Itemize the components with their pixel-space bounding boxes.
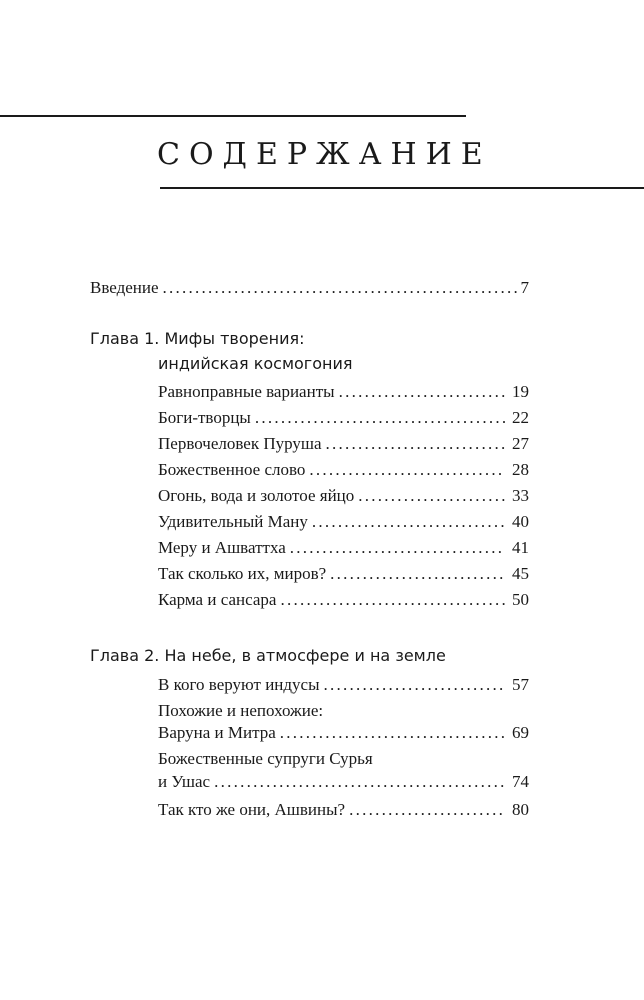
dot-leader	[163, 275, 517, 301]
toc-entry[interactable]	[158, 561, 529, 587]
toc-entry-page: 41	[512, 538, 529, 557]
toc-entry-label: Огонь, вода и золотое яйцо	[158, 486, 355, 505]
toc-entry-page: 45	[512, 564, 529, 583]
toc-entry[interactable]	[158, 405, 529, 431]
toc-entry[interactable]	[158, 797, 529, 823]
toc-entry-page: 33	[512, 486, 529, 505]
toc-entry[interactable]	[158, 587, 529, 613]
dot-leader	[339, 379, 505, 405]
toc-entry-page: 27	[512, 434, 529, 453]
dot-leader	[280, 587, 505, 613]
toc-entry[interactable]	[158, 720, 529, 746]
toc-entry-page: 69	[512, 723, 529, 742]
toc-entry-page: 74	[512, 772, 529, 791]
toc-entry[interactable]	[158, 672, 529, 698]
dot-leader	[326, 431, 505, 457]
chapter-1-heading-line-2[interactable]: индийская космогония	[158, 354, 353, 373]
dot-leader	[349, 797, 505, 823]
toc-entry-label: Варуна и Митра	[158, 723, 276, 742]
dot-leader	[309, 457, 505, 483]
toc-entry-label: Первочеловек Пуруша	[158, 434, 322, 453]
toc-entry-page: 7	[520, 278, 529, 297]
toc-entry-intro[interactable]	[90, 275, 529, 301]
dot-leader	[358, 483, 505, 509]
toc-entry-label: Божественное слово	[158, 460, 306, 479]
toc-entry-label: Равноправные варианты	[158, 382, 335, 401]
toc-entry-label: Так сколько их, миров?	[158, 564, 327, 583]
toc-entry-label: Меру и Ашваттха	[158, 538, 286, 557]
toc-entry[interactable]	[158, 431, 529, 457]
toc-entry-label: Введение	[90, 278, 159, 297]
toc-entry-page: 80	[512, 800, 529, 819]
toc-entry-label: и Ушас	[158, 772, 211, 791]
toc-entry[interactable]	[158, 535, 529, 561]
toc-entry[interactable]	[158, 379, 529, 405]
toc-entry-page: 19	[512, 382, 529, 401]
dot-leader	[280, 720, 505, 746]
toc-entry[interactable]	[158, 483, 529, 509]
dot-leader	[290, 535, 505, 561]
toc-entry-label: Карма и сансара	[158, 590, 277, 609]
toc-entry-page: 28	[512, 460, 529, 479]
dot-leader	[312, 509, 505, 535]
toc-entry-page: 40	[512, 512, 529, 531]
toc-entry-page: 50	[512, 590, 529, 609]
toc-entry-label: Так кто же они, Ашвины?	[158, 800, 346, 819]
toc-entry-label-line-1[interactable]: Божественные супруги Сурья	[158, 749, 373, 768]
chapter-2-heading[interactable]: Глава 2. На небе, в атмосфере и на земле	[90, 646, 446, 665]
toc-entry-page: 57	[512, 675, 529, 694]
page-title: СОДЕРЖАНИЕ	[157, 137, 492, 172]
toc-entry-label: В кого веруют индусы	[158, 675, 320, 694]
toc-entry[interactable]	[158, 769, 529, 795]
toc-entry-label: Удивительный Ману	[158, 512, 308, 531]
dot-leader	[214, 769, 505, 795]
chapter-1-heading-line-1[interactable]: Глава 1. Мифы творения:	[90, 329, 305, 348]
toc-entry[interactable]	[158, 509, 529, 535]
dot-leader	[255, 405, 505, 431]
toc-entry-label-line-1[interactable]: Похожие и непохожие:	[158, 701, 324, 720]
dot-leader	[324, 672, 506, 698]
dot-leader	[330, 561, 505, 587]
toc-entry-label: Боги-творцы	[158, 408, 251, 427]
toc-entry-page: 22	[512, 408, 529, 427]
toc-entry[interactable]	[158, 457, 529, 483]
